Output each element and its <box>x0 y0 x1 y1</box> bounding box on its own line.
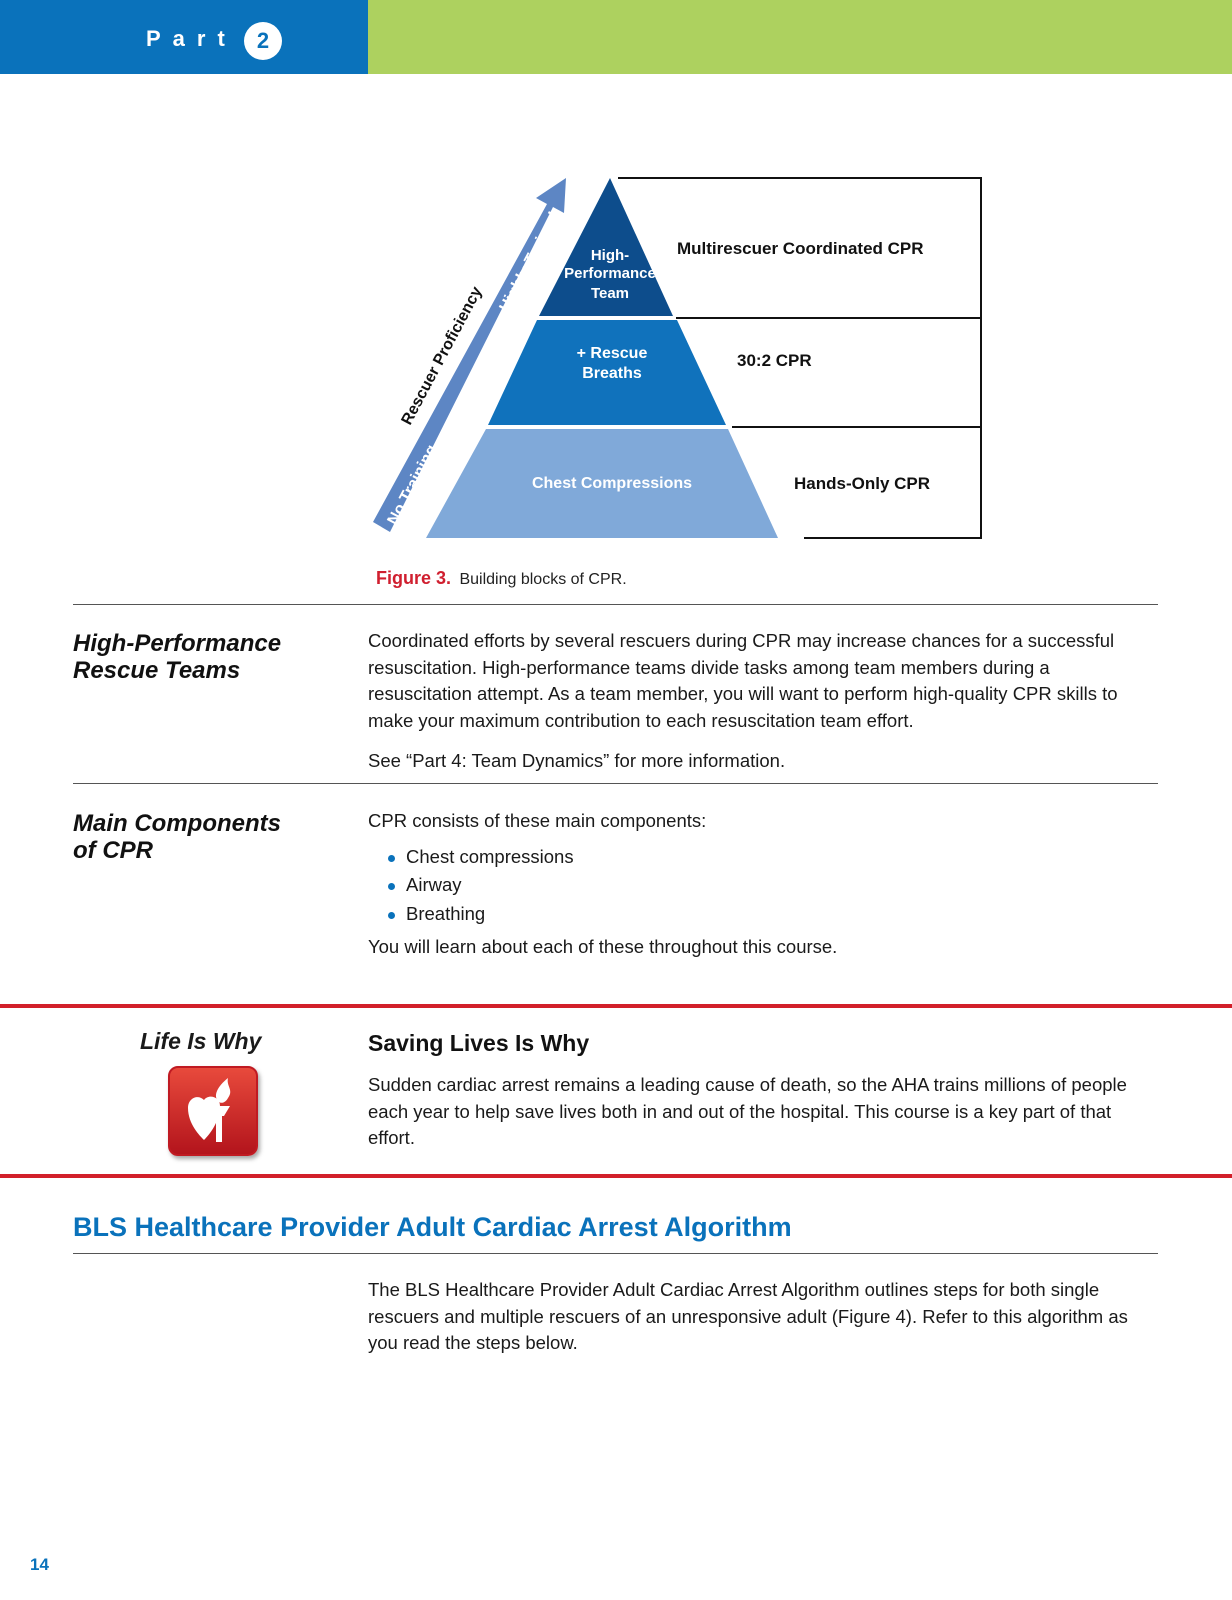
hprt-heading-line2: Rescue Teams <box>73 657 241 684</box>
components-heading <box>73 810 333 864</box>
tier-top-text-3: Team <box>590 285 630 302</box>
tier-label-bottom: Hands-Only CPR <box>794 474 931 493</box>
components-intro: CPR consists of these main components: <box>368 810 707 831</box>
hprt-heading <box>73 630 333 684</box>
list-item: Airway <box>368 871 1148 900</box>
hprt-body <box>368 628 1148 775</box>
algorithm-paragraph: The BLS Healthcare Provider Adult Cardiac Arrest Algorithm outlines steps for both single rescuers and multiple rescuers of an unresponsive adult (Figure 4). Refer to this algorithm as you read the steps below. <box>368 1279 1128 1353</box>
part-number-badge: 2 <box>244 22 282 60</box>
tier-label-top: Multirescuer Coordinated CPR <box>677 239 924 258</box>
components-body <box>368 808 1148 961</box>
components-list <box>368 843 1148 929</box>
divider <box>73 783 1158 784</box>
part-label: Part <box>146 26 237 51</box>
life-is-why-top-rule <box>0 1004 1232 1008</box>
arrow-label-no-training: No Training <box>384 442 441 528</box>
life-is-why-bottom-rule <box>0 1174 1232 1178</box>
hprt-heading-line1: High-Performance <box>73 630 282 657</box>
tier-middle-text-2: Breaths <box>582 365 642 382</box>
hprt-paragraph-2: See “Part 4: Team Dynamics” for more information. <box>368 750 786 771</box>
page-number: 14 <box>30 1555 49 1574</box>
list-item: Chest compressions <box>368 843 1148 872</box>
divider <box>73 1253 1158 1254</box>
life-is-why-label: Life Is Why <box>140 1028 262 1054</box>
saving-lives-title: Saving Lives Is Why <box>368 1030 590 1056</box>
components-heading-line2: of CPR <box>73 837 153 864</box>
list-item: Breathing <box>368 900 1148 929</box>
header-band-green <box>368 0 1232 74</box>
divider <box>73 604 1158 605</box>
components-outro: You will learn about each of these throughout this course. <box>368 936 838 957</box>
components-heading-line1: Main Components <box>73 810 281 837</box>
torch-heart-icon <box>168 1066 258 1156</box>
tier-label-middle: 30:2 CPR <box>737 351 812 370</box>
tier-top-text-1: High- <box>590 247 630 264</box>
arrow-label-rescuer-proficiency: Rescuer Proficiency <box>398 284 486 428</box>
tier-top-text-2: Performance <box>564 265 656 282</box>
figure-caption-prefix: Figure 3. <box>376 568 452 588</box>
tier-bottom-text: Chest Compressions <box>531 475 693 492</box>
hprt-paragraph-1: Coordinated efforts by several rescuers during CPR may increase chances for a successful resuscitation. High-performance teams divide tasks among team members during a resuscitation attempt. As a team member, you will want to perform high-quality CPR skills to make your maximum contribution to each resuscitation team effort. <box>368 630 1118 731</box>
life-is-why-body <box>368 1072 1148 1152</box>
algorithm-body <box>368 1277 1148 1357</box>
life-is-why-paragraph: Sudden cardiac arrest remains a leading cause of death, so the AHA trains millions of people each year to help save lives both in and out of the hospital. This course is a key part of that effort. <box>368 1074 1127 1148</box>
tier-middle-text-1: + Rescue <box>576 345 648 362</box>
arrow-label-highly-trained: Highly Trained <box>496 209 564 315</box>
figure-caption <box>376 568 627 589</box>
figure-caption-text: Building blocks of CPR. <box>459 571 627 588</box>
cpr-pyramid-figure <box>370 176 990 556</box>
algorithm-section-title: BLS Healthcare Provider Adult Cardiac Arrest Algorithm <box>73 1212 792 1242</box>
